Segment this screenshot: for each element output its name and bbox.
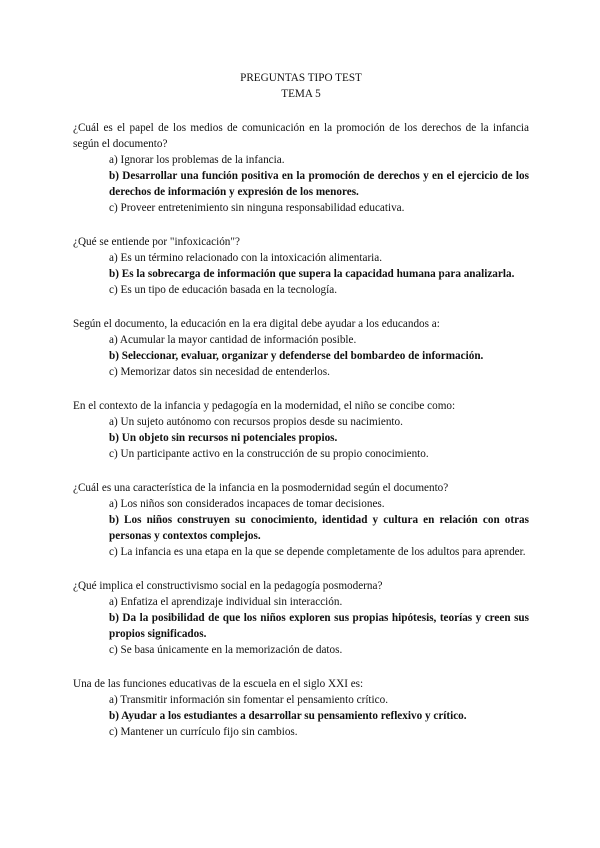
option-list — [109, 332, 529, 380]
document-subtitle: TEMA 5 — [281, 88, 321, 100]
question-5 — [73, 480, 529, 560]
question-1 — [73, 120, 529, 216]
question-text: En el contexto de la infancia y pedagogía en la modernidad, el niño se concibe como: — [73, 400, 456, 412]
option-a: a) Un sujeto autónomo con recursos propios desde su nacimiento. — [109, 416, 403, 428]
question-4 — [73, 398, 529, 462]
question-text: Una de las funciones educativas de la escuela en el siglo XXI es: — [73, 678, 364, 690]
option-b-correct: b) Los niños construyen su conocimiento, identidad y cultura en relación con otras personas y contextos complejos. — [109, 514, 529, 542]
option-c: c) La infancia es una etapa en la que se depende completamente de los adultos para aprender. — [109, 546, 526, 558]
option-b-correct: b) Desarrollar una función positiva en la promoción de derechos y en el ejercicio de los derechos de información y expresión de los menores. — [109, 170, 529, 198]
document-page — [73, 70, 529, 758]
option-a: a) Los niños son considerados incapaces de tomar decisiones. — [109, 498, 385, 510]
question-text: ¿Qué se entiende por "infoxicación"? — [73, 236, 240, 248]
option-c: c) Se basa únicamente en la memorización de datos. — [109, 644, 343, 656]
option-list — [109, 692, 529, 740]
option-c: c) Mantener un currículo fijo sin cambios. — [109, 726, 298, 738]
question-text: Según el documento, la educación en la era digital debe ayudar a los educandos a: — [73, 318, 440, 330]
question-text: ¿Cuál es el papel de los medios de comunicación en la promoción de los derechos de la infancia según el documento? — [73, 122, 529, 150]
option-b-correct: b) Da la posibilidad de que los niños exploren sus propias hipótesis, teorías y creen sus propios significados. — [109, 612, 529, 640]
option-a: a) Acumular la mayor cantidad de información posible. — [109, 334, 357, 346]
option-c: c) Un participante activo en la construcción de su propio conocimiento. — [109, 448, 429, 460]
option-c: c) Proveer entretenimiento sin ninguna responsabilidad educativa. — [109, 202, 405, 214]
option-a: a) Ignorar los problemas de la infancia. — [109, 154, 285, 166]
option-list — [109, 152, 529, 216]
question-text: ¿Qué implica el constructivismo social en la pedagogía posmoderna? — [73, 580, 383, 592]
option-list — [109, 594, 529, 658]
question-3 — [73, 316, 529, 380]
option-list — [109, 414, 529, 462]
question-2 — [73, 234, 529, 298]
question-6 — [73, 578, 529, 658]
option-b-correct: b) Un objeto sin recursos ni potenciales propios. — [109, 432, 338, 444]
option-a: a) Es un término relacionado con la intoxicación alimentaria. — [109, 252, 383, 264]
document-title: PREGUNTAS TIPO TEST — [240, 72, 362, 84]
option-a: a) Transmitir información sin fomentar el pensamiento crítico. — [109, 694, 388, 706]
question-7 — [73, 676, 529, 740]
option-list — [109, 250, 529, 298]
option-b-correct: b) Ayudar a los estudiantes a desarrollar su pensamiento reflexivo y crítico. — [109, 710, 467, 722]
option-b-correct: b) Es la sobrecarga de información que supera la capacidad humana para analizarla. — [109, 268, 515, 280]
option-c: c) Es un tipo de educación basada en la tecnología. — [109, 284, 338, 296]
option-list — [109, 496, 529, 560]
option-c: c) Memorizar datos sin necesidad de entenderlos. — [109, 366, 330, 378]
option-b-correct: b) Seleccionar, evaluar, organizar y defenderse del bombardeo de información. — [109, 350, 484, 362]
option-a: a) Enfatiza el aprendizaje individual sin interacción. — [109, 596, 343, 608]
question-text: ¿Cuál es una característica de la infancia en la posmodernidad según el documento? — [73, 482, 449, 494]
